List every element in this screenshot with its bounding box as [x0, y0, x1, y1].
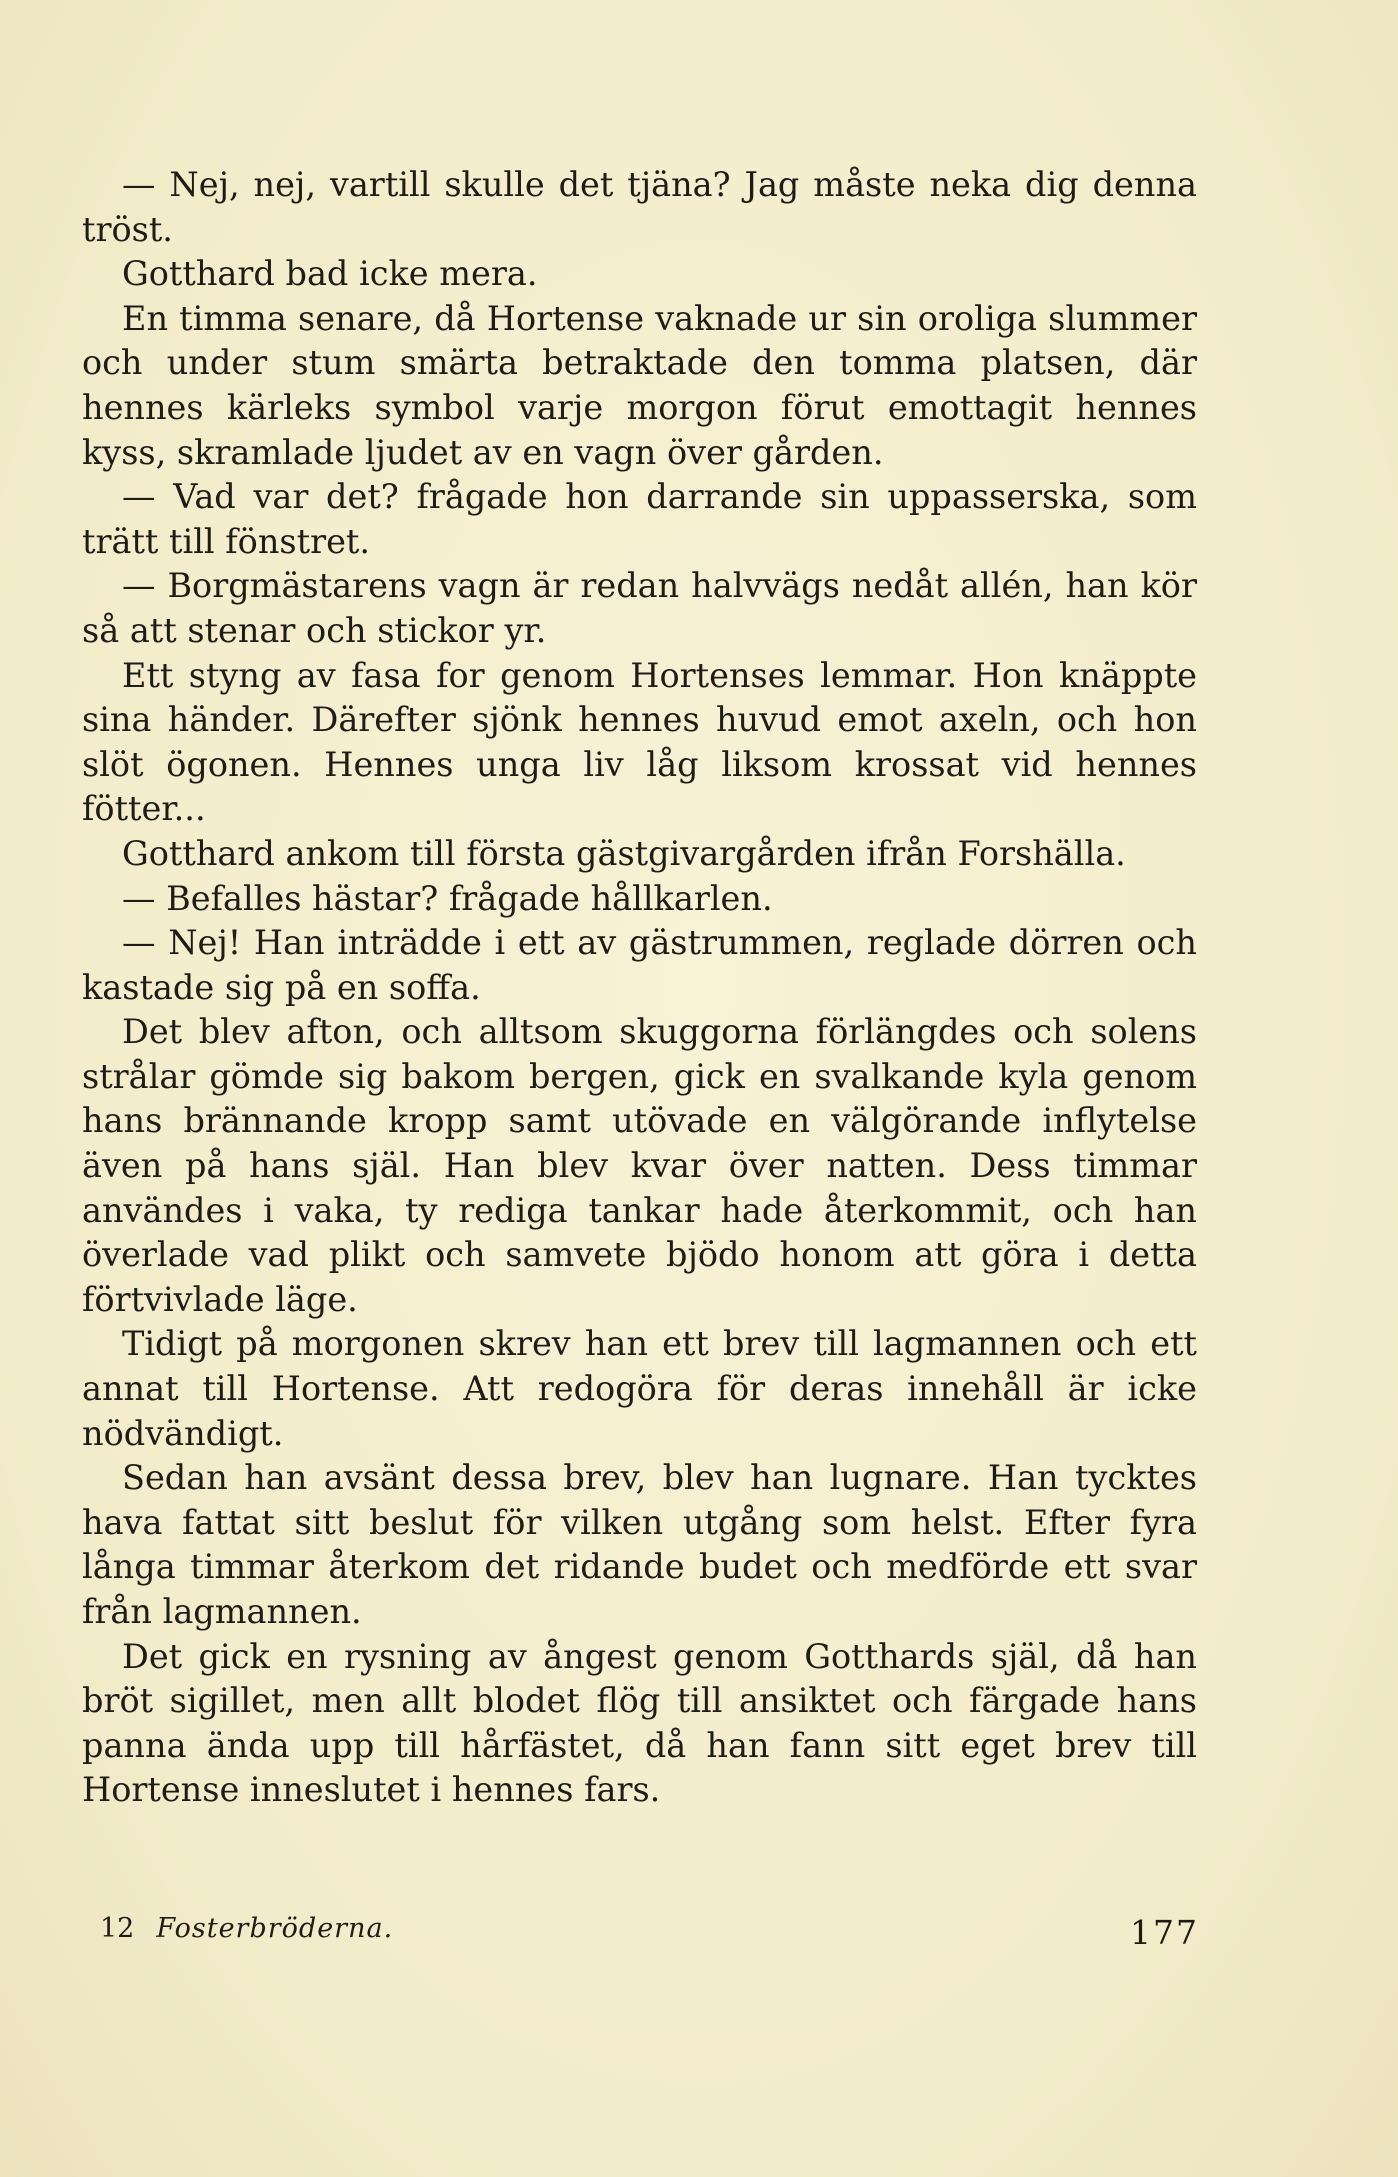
paragraph: Det gick en rysning av ångest genom Gotthards själ, då han bröt sigillet, men allt blodet flög till ansiktet och färgade hans panna ända upp till hårfästet, då han fann sitt eget brev till Hortense inneslutet i hennes fars. [82, 1636, 1197, 1810]
paragraph: — Nej, nej, vartill skulle det tjäna? Jag måste neka dig denna tröst. [82, 165, 1197, 249]
paragraph: Det blev afton, och alltsom skuggorna förlängdes och solens strålar gömde sig bakom bergen, gick en svalkande kyla genom hans brännande kropp samt utövade en välgörande inflytelse även på hans själ. Han blev kvar över natten. Dess timmar användes i vaka, ty rediga tankar hade återkommit, och han överlade vad plikt och samvete bjödo honom att göra i detta förtvivlade läge. [82, 1012, 1197, 1319]
page-number: 177 [1130, 1913, 1199, 1952]
paragraph: En timma senare, då Hortense vaknade ur sin oroliga slummer och under stum smärta betraktade den tomma platsen, där hennes kärleks symbol varje morgon förut emottagit hennes kyss, skramlade ljudet av en vagn över gården. [82, 298, 1197, 472]
body-text [82, 163, 1197, 1813]
paragraph: — Borgmästarens vagn är redan halvvägs nedåt allén, han kör så att stenar och stickor yr. [82, 566, 1197, 650]
paragraph: Ett styng av fasa for genom Hortenses lemmar. Hon knäppte sina händer. Därefter sjönk hennes huvud emot axeln, och hon slöt ögonen. Hennes unga liv låg liksom krossat vid hennes fötter... [82, 655, 1197, 829]
paragraph: Tidigt på morgonen skrev han ett brev till lagmannen och ett annat till Hortense. Att redogöra för deras innehåll är icke nödvändigt. [82, 1324, 1197, 1453]
paragraph: — Vad var det? frågade hon darrande sin uppasserska, som trätt till fönstret. [82, 477, 1197, 561]
signature-number: 12 [100, 1913, 135, 1944]
page-footer [0, 1905, 1398, 1985]
paragraph: Gotthard bad icke mera. [122, 254, 538, 294]
signature-title: Fosterbröderna. [156, 1913, 394, 1944]
printer-signature [100, 1913, 393, 1944]
paragraph: — Befalles hästar? frågade hållkarlen. [122, 878, 773, 918]
paragraph: Gotthard ankom till första gästgivargården ifrån Forshälla. [122, 833, 1126, 873]
paragraph: Sedan han avsänt dessa brev, blev han lugnare. Han tycktes hava fattat sitt beslut för vilken utgång som helst. Efter fyra långa timmar återkom det ridande budet och medförde ett svar från lagmannen. [82, 1458, 1197, 1631]
paragraph: — Nej! Han inträdde i ett av gästrummen, reglade dörren och kastade sig på en soffa. [82, 923, 1197, 1007]
